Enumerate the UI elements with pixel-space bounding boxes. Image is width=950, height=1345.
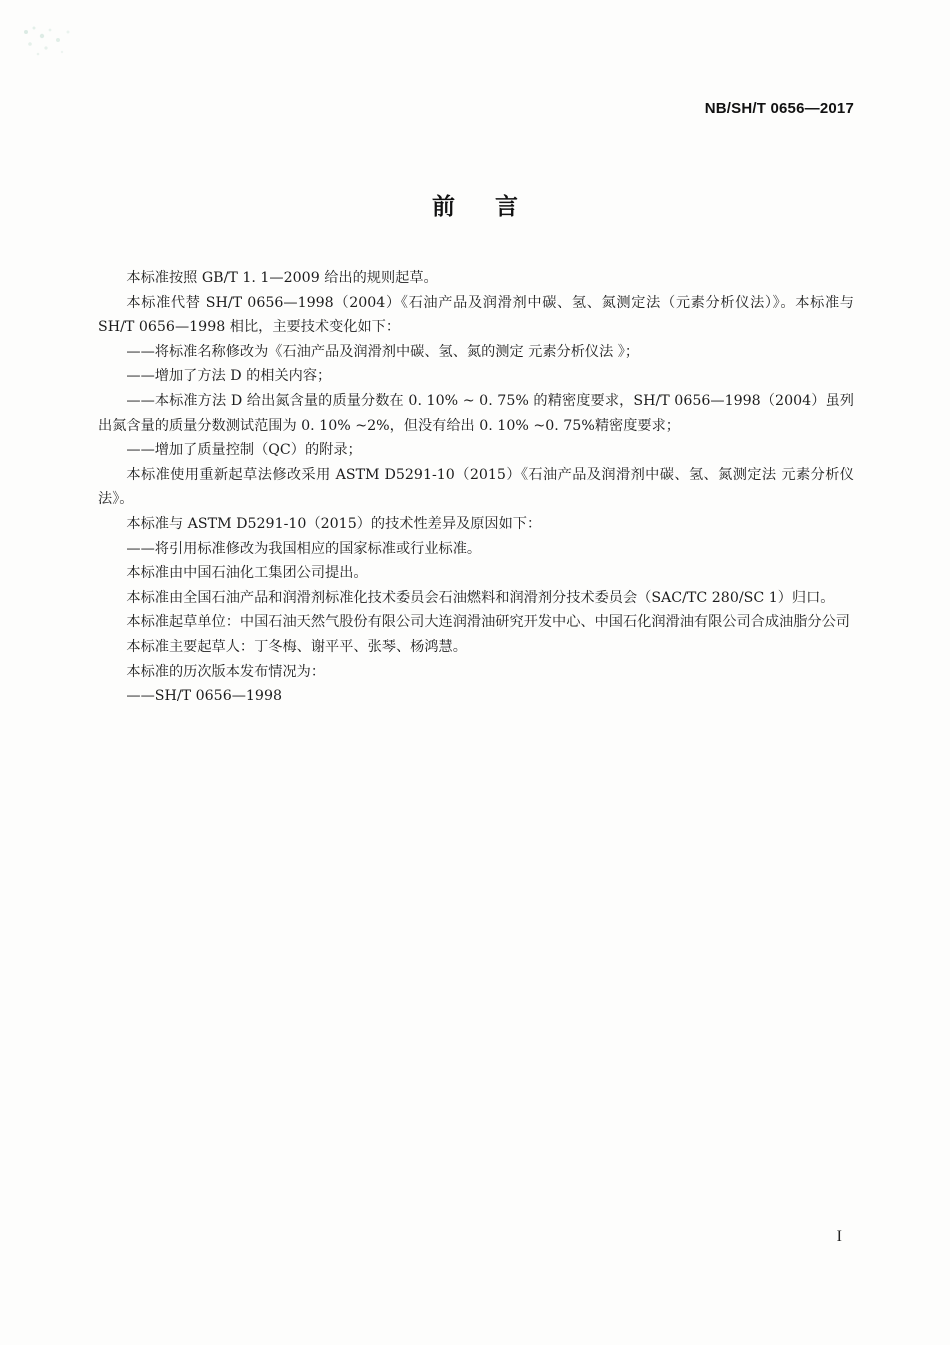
paragraph: 本标准主要起草人：丁冬梅、谢平平、张琴、杨鸿慧。 [126, 638, 467, 655]
scan-speckle-decoration [18, 22, 88, 62]
page-number: I [836, 1228, 842, 1245]
paragraph: 本标准起草单位：中国石油天然气股份有限公司大连润滑油研究开发中心、中国石化润滑油有限公司合成油脂分公司 [126, 614, 850, 631]
paragraph: ——将标准名称修改为《石油产品及润滑剂中碳、氢、氮的测定 元素分析仪法 》； [126, 343, 640, 360]
paragraph: ——SH/T 0656—1998 [126, 688, 283, 705]
paragraph: 本标准按照 GB/T 1. 1—2009 给出的规则起草。 [126, 270, 438, 286]
paragraph: 本标准的历次版本发布情况为： [126, 663, 326, 680]
paragraph: ——增加了方法 D 的相关内容； [126, 368, 332, 385]
standard-code-header: NB/SH/T 0656—2017 [704, 100, 854, 117]
paragraph: ——将引用标准修改为我国相应的国家标准或行业标准。 [126, 540, 482, 557]
paragraph: ——本标准方法 D 给出氮含量的质量分数在 0. 10% ~ 0. 75% 的精密度要求，SH/T 0656—1998（2004）虽列出氮含量的质量分数测试范围为 0. 10% ~2%，但没有给出 0. 10% ~0. 75%精密度要求； [98, 392, 854, 434]
foreword-body [98, 266, 854, 709]
paragraph: 本标准由中国石油化工集团公司提出。 [126, 565, 368, 582]
paragraph: ——增加了质量控制（QC）的附录； [126, 442, 362, 459]
paragraph: 本标准代替 SH/T 0656—1998（2004）《石油产品及润滑剂中碳、氢、氮测定法（元素分析仪法）》。本标准与 SH/T 0656—1998 相比，主要技术变化如下： [98, 294, 854, 336]
page-title: 前言 [432, 194, 558, 220]
paragraph: 本标准由全国石油产品和润滑剂标准化技术委员会石油燃料和润滑剂分技术委员会（SAC/TC 280/SC 1）归口。 [126, 589, 835, 606]
paragraph: 本标准使用重新起草法修改采用 ASTM D5291-10（2015）《石油产品及润滑剂中碳、氢、氮测定法 元素分析仪法》。 [98, 466, 854, 508]
paragraph: 本标准与 ASTM D5291-10（2015）的技术性差异及原因如下： [126, 515, 542, 532]
